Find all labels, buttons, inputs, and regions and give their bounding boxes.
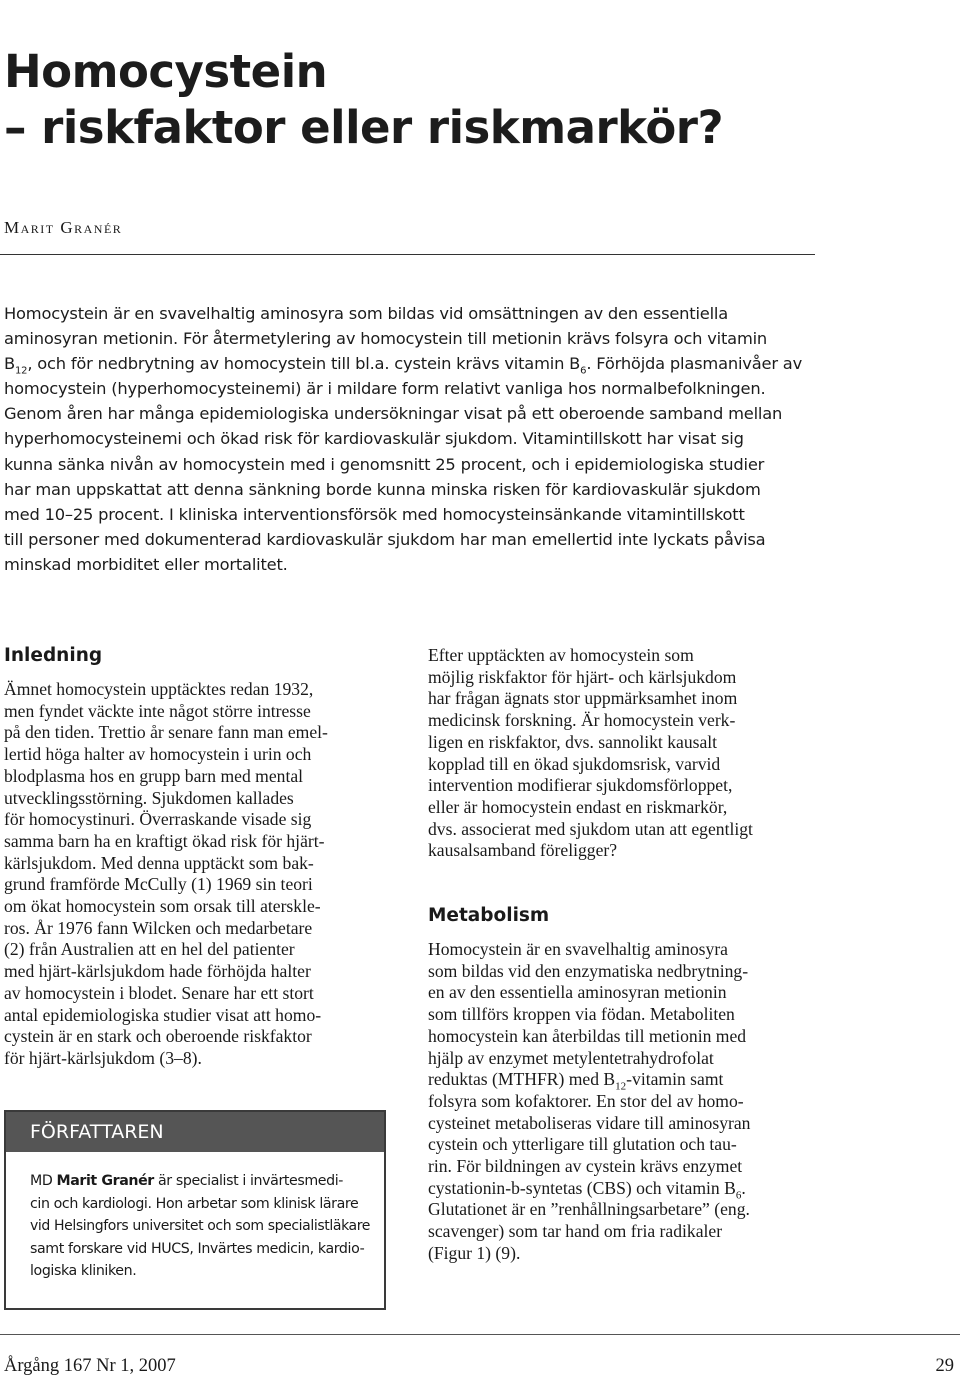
paragraph-line: Homocystein är en svavelhaltig aminosyra xyxy=(428,939,728,960)
paragraph-line: blodplasma hos en grupp barn med mental xyxy=(4,765,304,786)
title-line-2: – riskfaktor eller riskmarkör? xyxy=(4,101,724,154)
paragraph-line: Glutationet är en ”renhållningsarbetare” (eng. xyxy=(428,1199,750,1220)
abstract-line: till personer med dokumenterad kardiovaskulär sjukdom har man emellertid inte lyckats påvisa xyxy=(4,529,766,549)
author-title: MD xyxy=(30,1173,57,1189)
subscript: 6 xyxy=(580,365,587,377)
paragraph-line: med hjärt-kärlsjukdom hade förhöjda halter xyxy=(4,961,311,982)
paragraph-line: ros. År 1976 fann Wilcken och medarbetare xyxy=(4,917,313,938)
paragraph-line: utvecklingsstörning. Sjukdomen kallades xyxy=(4,787,294,808)
author-box-line: vid Helsingfors universitet och som specialistläkare xyxy=(30,1218,371,1234)
paragraph-line xyxy=(428,1069,790,1091)
metabolism-paragraph xyxy=(428,939,790,1265)
page-number: 29 xyxy=(935,1356,954,1376)
author-box-line: samt forskare vid HUCS, Invärtes medicin, kardio- xyxy=(30,1240,365,1257)
abstract-line: homocystein (hyperhomocysteinemi) är i mildare form relativt vanliga hos normalbefolkningen. xyxy=(4,379,766,399)
paragraph-line: cystein är en stark och oberoende riskfaktor xyxy=(4,1026,312,1047)
paragraph-line: grund framförde McCully (1) 1969 sin teori xyxy=(4,874,313,895)
author-box-text: är specialist i invärtesmedi- xyxy=(153,1173,343,1189)
paragraph-line: möjlig riskfaktor för hjärt- och kärlsjukdom xyxy=(428,666,737,687)
paragraph-line: intervention modifierar sjukdomsförloppet, xyxy=(428,775,733,796)
paragraph-line: (Figur 1) (9). xyxy=(428,1242,521,1263)
abstract-text: , och för nedbrytning av homocystein till bl.a. cystein krävs vitamin B xyxy=(27,354,581,374)
footer-divider xyxy=(0,1334,960,1335)
abstract-line: Homocystein är en svavelhaltig aminosyra som bildas vid omsättningen av den essentiella xyxy=(4,304,729,323)
paragraph-line: men fyndet väckte inte något större intresse xyxy=(4,700,311,721)
author-box-line xyxy=(30,1170,366,1193)
subscript: 12 xyxy=(14,365,28,377)
abstract-line: med 10–25 procent. I kliniska interventionsförsök med homocysteinsänkande vitamintillskott xyxy=(4,504,745,524)
right-column xyxy=(428,645,790,1265)
paragraph-line: som tillförs kroppen via födan. Metaboliten xyxy=(428,1004,735,1025)
paragraph-line: har frågan ägnats stor uppmärksamhet inom xyxy=(428,688,738,709)
abstract-line xyxy=(4,351,816,376)
abstract-line: minskad morbiditet eller mortalitet. xyxy=(4,554,288,574)
journal-issue: Årgång 167 Nr 1, 2007 xyxy=(4,1356,176,1376)
author-box-body xyxy=(6,1152,384,1283)
paragraph-line: cysteinet metaboliseras vidare till aminosyran xyxy=(428,1112,751,1133)
author-box-line: logiska kliniken. xyxy=(30,1263,137,1279)
paragraph-line: kopplad till en ökad sjukdomsrisk, varvid xyxy=(428,753,721,774)
paragraph-line: (2) från Australien att en hel del patienter xyxy=(4,939,295,960)
paragraph-line: antal epidemiologiska studier visat att homo- xyxy=(4,1004,322,1025)
paragraph-line: medicinsk forskning. Är homocystein verk- xyxy=(428,710,736,731)
paragraph-line: Ämnet homocystein upptäcktes redan 1932, xyxy=(4,679,314,699)
section-heading-inledning: Inledning xyxy=(4,645,103,666)
section-heading-metabolism: Metabolism xyxy=(428,905,550,927)
author-box-name: Marit Granér xyxy=(56,1173,154,1189)
paragraph-line: Efter upptäckten av homocystein som xyxy=(428,645,694,665)
paragraph-text: cystationin-b-syntetas (CBS) och vitamin B xyxy=(428,1177,736,1198)
abstract-text: . Förhöjda plasmanivåer av xyxy=(586,354,803,374)
paragraph-line: dvs. associerat med sjukdom utan att egentligt xyxy=(428,818,753,839)
left-column xyxy=(4,645,366,1070)
abstract-line: Genom åren har många epidemiologiska undersökningar visat på ett oberoende samband mellan xyxy=(4,404,783,424)
paragraph-line xyxy=(428,1178,790,1200)
paragraph-line: lertid höga halter av homocystein i urin och xyxy=(4,744,312,765)
author-divider xyxy=(0,254,815,255)
paragraph-line: ligen en riskfaktor, dvs. sannolikt kausalt xyxy=(428,731,718,752)
paragraph-line: kausalsamband föreligger? xyxy=(428,840,618,861)
paragraph-text: . xyxy=(741,1177,746,1198)
subscript: 12 xyxy=(615,1080,627,1093)
paragraph-line: scavenger) som tar hand om fria radikaler xyxy=(428,1221,723,1242)
abstract-line: hyperhomocysteinemi och ökad risk för kardiovaskulär sjukdom. Vitamintillskott har visat sig xyxy=(4,429,744,449)
paragraph-line: folsyra som kofaktorer. En stor del av homo- xyxy=(428,1090,744,1111)
paragraph-line: cystein och ytterligare till glutation och tau- xyxy=(428,1134,737,1155)
paragraph-text: reduktas (MTHFR) med B xyxy=(428,1069,616,1090)
abstract-text: B xyxy=(4,354,15,374)
paragraph-text: -vitamin samt xyxy=(626,1069,724,1090)
paragraph-line: rin. För bildningen av cystein krävs enzymet xyxy=(428,1156,743,1177)
paragraph-line: hjälp av enzymet metylentetrahydrofolat xyxy=(428,1047,714,1068)
paragraph-line: homocystein kan återbildas till metionin med xyxy=(428,1025,747,1046)
abstract-line: aminosyran metionin. För återmetylering av homocystein till metionin krävs folsyra och vitamin xyxy=(4,329,768,349)
paragraph-line: kärlsjukdom. Med denna upptäckt som bak- xyxy=(4,852,314,873)
abstract-line: har man uppskattat att denna sänkning borde kunna minska risken för kardiovaskulär sjukdom xyxy=(4,479,761,499)
paragraph-line: som bildas vid den enzymatiska nedbrytning- xyxy=(428,960,749,981)
title-line-1: Homocystein xyxy=(4,45,328,98)
paragraph-line: för hjärt-kärlsjukdom (3–8). xyxy=(4,1047,202,1068)
intro-paragraph xyxy=(4,679,366,1070)
author-box-line: cin och kardiologi. Hon arbetar som klinisk lärare xyxy=(30,1195,359,1212)
article-title xyxy=(4,44,944,156)
paragraph-line: eller är homocystein endast en riskmarkör, xyxy=(428,796,728,817)
paragraph-line: av homocystein i blodet. Senare har ett stort xyxy=(4,982,314,1003)
paragraph-line: om ökat homocystein som orsak till aterskle- xyxy=(4,896,321,917)
subscript: 6 xyxy=(735,1189,742,1202)
author-info-box xyxy=(4,1110,386,1310)
paragraph-line: samma barn ha en kraftigt ökad risk för hjärt- xyxy=(4,830,325,851)
paragraph-line: en av den essentiella aminosyran metionin xyxy=(428,982,727,1003)
paragraph-line: på den tiden. Trettio år senare fann man emel- xyxy=(4,722,328,743)
question-paragraph xyxy=(428,645,790,862)
author-box-header: FÖRFATTAREN xyxy=(6,1112,384,1152)
paragraph-line: för homocystinuri. Överraskande visade sig xyxy=(4,809,312,830)
abstract xyxy=(4,301,816,577)
author-name: Marit Granér xyxy=(4,218,123,237)
abstract-line: kunna sänka nivån av homocystein med i genomsnitt 25 procent, och i epidemiologiska studier xyxy=(4,454,765,474)
